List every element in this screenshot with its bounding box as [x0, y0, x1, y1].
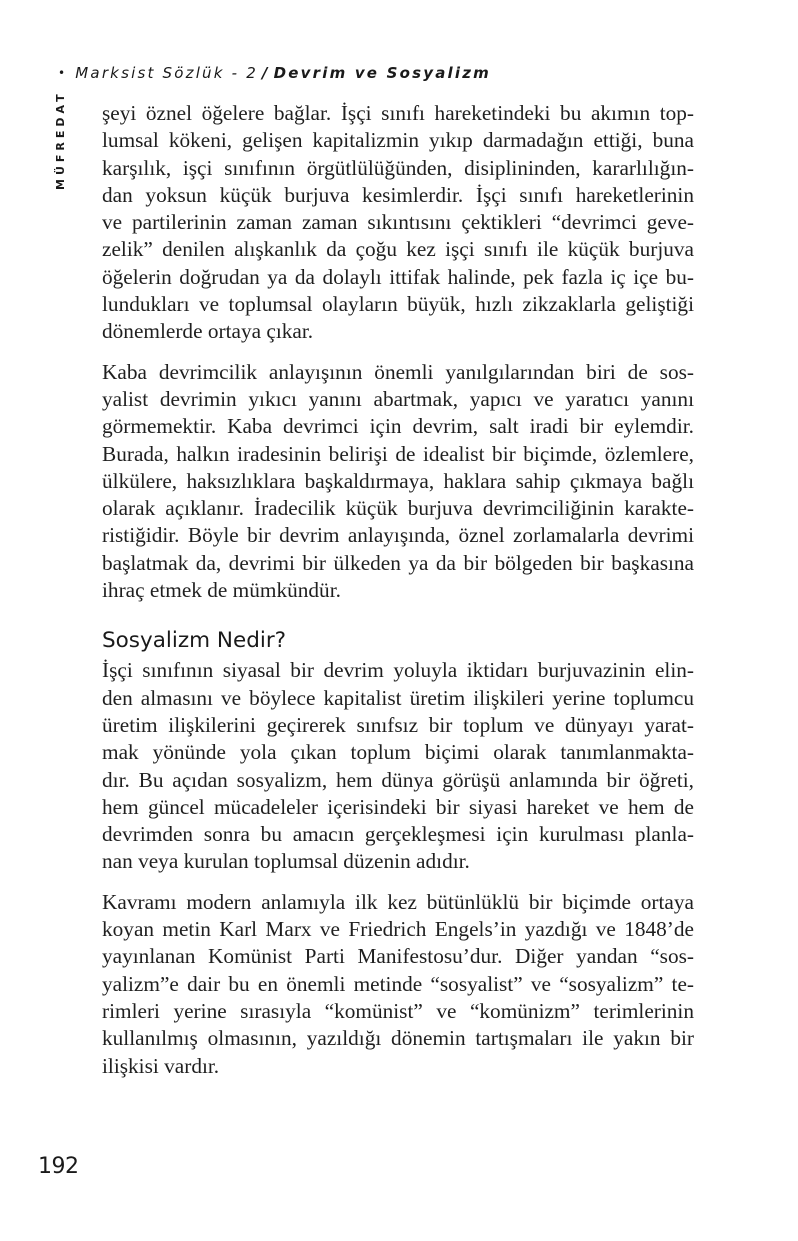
text-line: ihraç etmek de mümkündür. — [102, 578, 341, 603]
text-line: şeyi öznel öğelere bağlar. İşçi sınıfı hareketindeki bu akımın top- — [102, 101, 694, 125]
paragraph — [102, 100, 694, 346]
bullet-icon: • — [58, 66, 68, 80]
text-line: Kavramı modern anlamıyla ilk kez bütünlüklü bir biçimde ortaya — [102, 889, 694, 914]
text-line: öğelerin doğrudan ya da dolaylı ittifak halinde, pek fazla iç içe bu- — [102, 264, 694, 289]
text-line: lundukları ve toplumsal olayların büyük, hızlı zikzaklarla geliştiği — [102, 292, 694, 317]
text-line: rimleri yerine sırasıyla “komünist” ve “komünizm” terimlerinin — [102, 998, 694, 1023]
running-header — [58, 64, 491, 82]
text-line: hem güncel mücadeleler içerisindeki bir siyasi hareket ve hem de — [102, 794, 694, 819]
page-body — [102, 100, 694, 1093]
text-line: lumsal kökeni, gelişen kapitalizmin yıkıp darmadağın ettiği, buna — [102, 128, 694, 153]
text-line: mak yönünde yola çıkan toplum biçimi olarak tanımlanmakta- — [102, 740, 694, 765]
text-line: ülkülere, haksızlıklara başkaldırmaya, haklara sahip çıkmaya bağlı — [102, 468, 694, 493]
paragraph — [102, 889, 694, 1080]
paragraph — [102, 359, 694, 605]
text-line: ristiğidir. Böyle bir devrim anlayışında, öznel zorlamalarla devrimi — [102, 523, 694, 548]
text-line: İşçi sınıfının siyasal bir devrim yoluyla iktidarı burjuvazinin elin- — [102, 658, 694, 683]
text-line: kullanılmış olmasının, yazıldığı dönemin tartışmaları ile yakın bir — [102, 1026, 694, 1051]
paragraph — [102, 657, 694, 875]
text-line: koyan metin Karl Marx ve Friedrich Engels’in yazdığı ve 1848’de — [102, 917, 694, 942]
text-line: nan veya kurulan toplumsal düzenin adıdır. — [102, 849, 470, 874]
book-title: Devrim ve Sosyalizm — [273, 64, 491, 82]
series-title: Marksist Sözlük - 2 — [75, 64, 258, 82]
side-section-label: MÜFREDAT — [54, 90, 67, 190]
text-line: Kaba devrimcilik anlayışının önemli yanılgılarından biri de sos- — [102, 359, 694, 384]
text-line: ve partilerinin zaman zaman sıkıntısını çektikleri “devrimci geve- — [102, 210, 694, 235]
text-line: zelik” denilen alışkanlık da çoğu kez işçi sınıfı ile küçük burjuva — [102, 237, 694, 262]
text-line: Burada, halkın iradesinin belirişi de idealist bir biçimde, özlemlere, — [102, 441, 694, 466]
text-line: dan yoksun küçük burjuva kesimlerdir. İşçi sınıfı hareketlerinin — [102, 182, 694, 207]
text-line: yayınlanan Komünist Parti Manifestosu’dur. Diğer yandan “sos- — [102, 944, 694, 969]
header-separator: / — [261, 64, 270, 82]
text-line: den almasını ve böylece kapitalist üretim ilişkileri yerine toplumcu — [102, 685, 694, 710]
section-heading: Sosyalizm Nedir? — [102, 628, 287, 654]
text-line: yalizm”e dair bu en önemli metinde “sosyalist” ve “sosyalizm” te- — [102, 971, 694, 996]
text-line: dönemlerde ortaya çıkar. — [102, 319, 314, 344]
text-line: devrimden sonra bu amacın gerçekleşmesi için kurulması planla- — [102, 822, 694, 847]
text-line: üretim ilişkilerini geçirerek sınıfsız bir toplum ve dünyayı yarat- — [102, 712, 694, 737]
text-line: karşılık, işçi sınıfının örgütlülüğünden, disiplininden, kararlılığın- — [102, 155, 694, 180]
text-line: dır. Bu açıdan sosyalizm, hem dünya görüşü anlamında bir öğreti, — [102, 767, 694, 792]
text-line: yalist devrimin yıkıcı yanını abartmak, yapıcı ve yaratıcı yanını — [102, 386, 694, 411]
page-number: 192 — [38, 1154, 79, 1179]
text-line: başlatmak da, devrimi bir ülkeden ya da bir bölgeden bir başkasına — [102, 550, 694, 575]
text-line: olarak açıklanır. İradecilik küçük burjuva devrimciliğinin karakte- — [102, 496, 694, 521]
text-line: ilişkisi vardır. — [102, 1053, 220, 1078]
text-line: görmemektir. Kaba devrimci için devrim, salt iradi bir eylemdir. — [102, 414, 694, 439]
